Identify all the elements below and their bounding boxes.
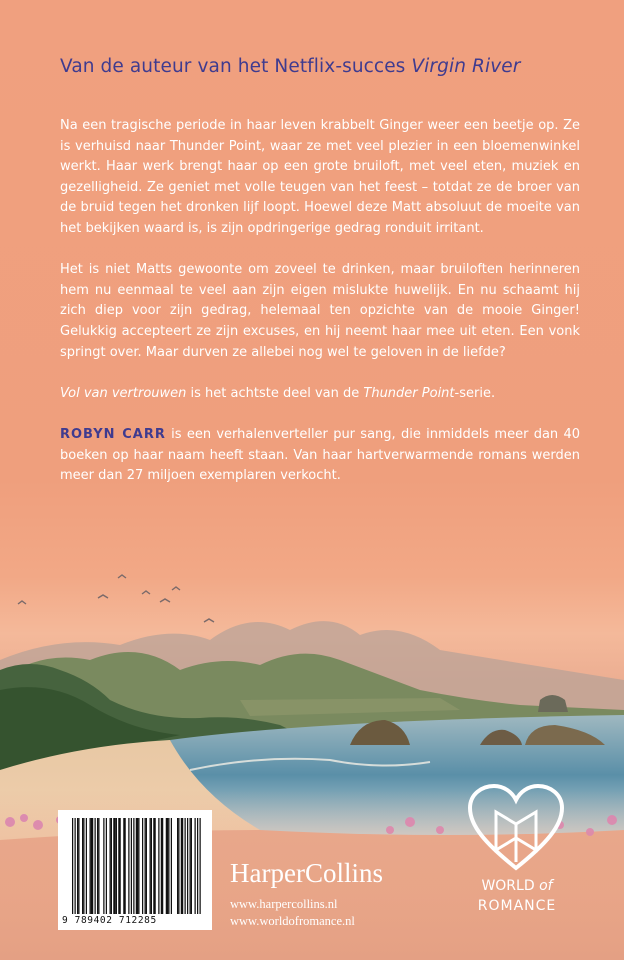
barcode-bar [200, 818, 201, 914]
barcode-bar [92, 818, 93, 914]
barcode-bar [118, 818, 119, 914]
barcode-bar [83, 818, 84, 914]
heart-logo-icon [466, 782, 566, 872]
barcode-bar [166, 818, 167, 914]
barcode-bar [133, 818, 134, 914]
barcode-bar [153, 818, 154, 914]
tagline [60, 56, 580, 77]
barcode-bar [155, 818, 156, 914]
barcode [58, 810, 212, 930]
series-middle: is het achtste deel van de [186, 385, 364, 401]
author-bio [60, 425, 580, 487]
barcode-bar [178, 818, 179, 914]
barcode-bar [181, 818, 182, 914]
barcode-bar [115, 818, 116, 914]
barcode-bar [197, 818, 198, 914]
barcode-bar [187, 818, 188, 914]
tagline-text: Van de auteur van het Netflix-succes [60, 56, 412, 77]
barcode-bar [167, 818, 168, 914]
barcode-bar [95, 818, 96, 914]
publisher-url-2: www.worldofromance.nl [230, 914, 355, 928]
barcode-digits: 9 789402 712285 [62, 915, 157, 926]
barcode-bar [171, 818, 172, 914]
barcode-bar [111, 818, 112, 914]
blurb-paragraph-2: Het is niet Matts gewoonte om zoveel te drinken, maar bruiloften herinneren hem nu eenmaal te veel aan zijn eigen mislukte huwelijk. En nu schaamt hij zich diep voor zijn gedrag, helemaal ten opzichte van de mooie Ginger! Gelukkig accepteert ze zijn excuses, en hij neemt haar mee uit eten. Een vonk springt over. Maar durven ze allebei nog wel te geloven in de liefde? [60, 262, 580, 360]
barcode-bar [78, 818, 79, 914]
barcode-bar [145, 818, 146, 914]
barcode-bar [158, 818, 159, 914]
book-title: Vol van vertrouwen [60, 385, 187, 401]
barcode-bar [98, 818, 99, 914]
tagline-series-title: Virgin River [411, 56, 521, 77]
barcode-bar [137, 818, 138, 914]
blurb-paragraph-1: Na een tragische periode in haar leven krabbelt Ginger weer een beetje op. Ze is verhuisd naar Thunder Point, waar ze met veel plezier in een bloemenwinkel werkt. Haar werk brengt haar op een grote bruiloft, met veel eten, muziek en gezelligheid. Ze geniet met volle teugen van het feest – totdat ze de broer van de bruid tegen het dronken lijf loopt. Hoewel deze Matt absoluut de moeite van het bekijken waard is, is zijn opdringerige gedrag ronduit irritant. [60, 118, 580, 236]
barcode-bar [72, 818, 73, 914]
barcode-bar [77, 818, 78, 914]
world-text: WORLD [481, 878, 540, 894]
barcode-bar [162, 818, 163, 914]
barcode-bar [120, 818, 121, 914]
barcode-bar [103, 818, 104, 914]
barcode-bar [131, 818, 132, 914]
barcode-bar [91, 818, 92, 914]
barcode-bar [191, 818, 192, 914]
barcode-bar [146, 818, 147, 914]
blurb [60, 116, 580, 487]
barcode-bar [90, 818, 91, 914]
barcode-bar [185, 818, 186, 914]
barcode-bar [190, 818, 191, 914]
series-line [60, 384, 580, 405]
publisher-name: HarperCollins [230, 858, 383, 888]
of-text: of [539, 878, 553, 894]
barcode-bar [177, 818, 178, 914]
barcode-bar [123, 818, 124, 914]
series-suffix: -serie. [454, 385, 496, 401]
world-of-romance-line-1 [456, 878, 578, 894]
barcode-bar [168, 818, 169, 914]
barcode-bar [116, 818, 117, 914]
barcode-bar [136, 818, 137, 914]
barcode-bar [125, 818, 126, 914]
barcode-bar [97, 818, 98, 914]
barcode-bar [106, 818, 107, 914]
barcode-bar [142, 818, 143, 914]
series-name: Thunder Point [363, 385, 455, 401]
barcode-bar [86, 818, 87, 914]
barcode-bar [128, 818, 129, 914]
barcode-bar [182, 818, 183, 914]
publisher-url-1: www.harpercollins.nl [230, 897, 338, 911]
barcode-bar [138, 818, 139, 914]
barcode-bar [195, 818, 196, 914]
barcode-bar [150, 818, 151, 914]
barcode-bar [151, 818, 152, 914]
world-of-romance-line-2: ROMANCE [477, 898, 557, 914]
barcode-bar [110, 818, 111, 914]
author-bio-text: is een verhalenverteller pur sang, die inmiddels meer dan 40 boeken op haar naam heeft staan. Van haar hartverwarmende romans werden meer dan 27 miljoen exemplaren verkocht. [60, 426, 580, 484]
barcode-bars [58, 810, 212, 930]
barcode-bar [82, 818, 83, 914]
author-name: ROBYN CARR [60, 426, 166, 442]
publisher-urls [230, 896, 355, 930]
barcode-bar [113, 818, 114, 914]
barcode-bar [161, 818, 162, 914]
barcode-bar [75, 818, 76, 914]
